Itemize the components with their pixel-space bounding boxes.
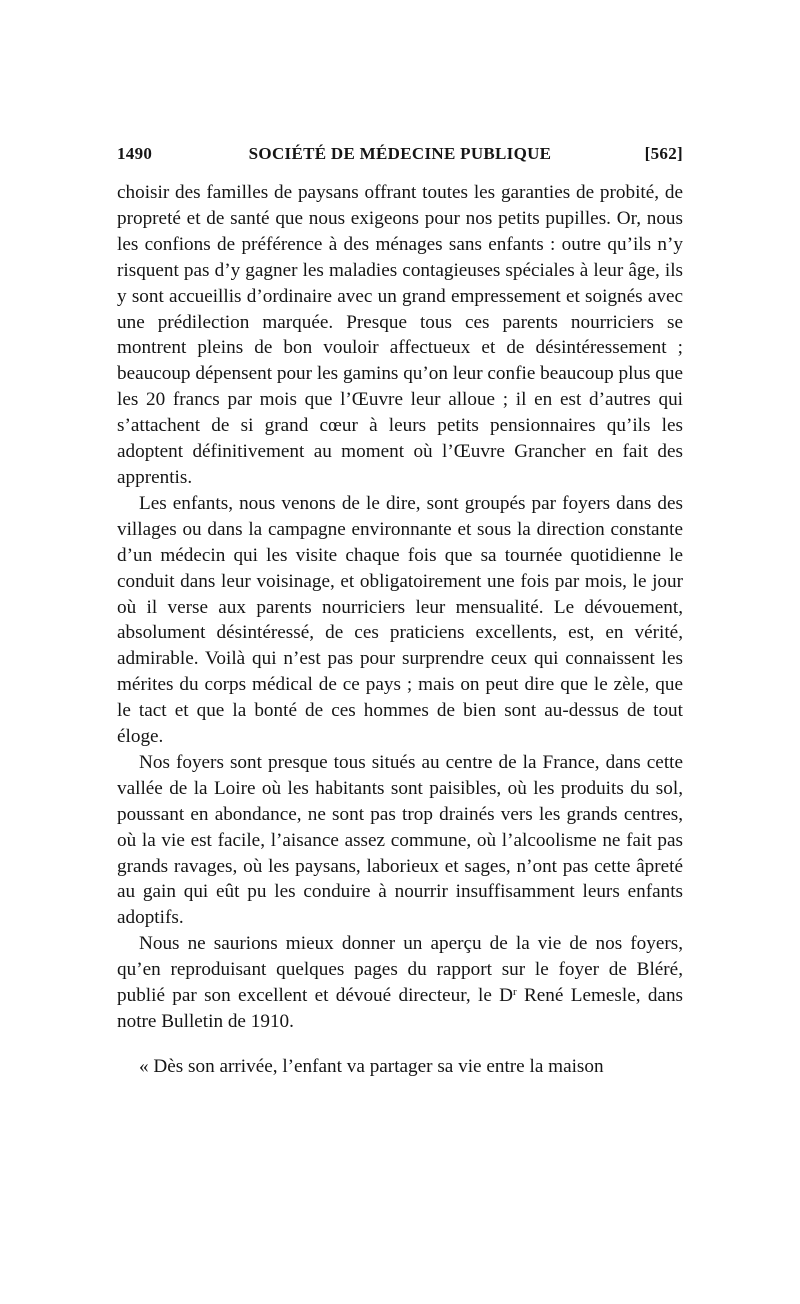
paragraph-4-text-end: René Lemesle, dans notre Bulletin de 1910.	[117, 985, 684, 1032]
body-text	[117, 180, 683, 1080]
bracket-page-number: [562]	[644, 144, 683, 163]
doctor-abbrev-superscript: r	[513, 986, 517, 999]
running-title: SOCIÉTÉ DE MÉDECINE PUBLIQUE	[248, 144, 552, 163]
quote-paragraph: « Dès son arrivée, l’enfant va partager sa vie entre la maison	[139, 1055, 604, 1077]
paragraph-4	[117, 931, 683, 1035]
paragraph-2: Les enfants, nous venons de le dire, sont groupés par foyers dans des villages ou dans la campagne environnante et sous la direction constante d’un médecin qui les visite chaque fois que sa tournée quotidienne le conduit dans leur voisinage, et obligatoirement une fois par mois, le jour où il verse aux parents nourriciers leur mensualité. Le dévouement, absolument désintéressé, de ces praticiens excellents, est, en vérité, admirable. Voilà qui n’est pas pour surprendre ceux qui connaissent les mérites du corps médical de ce pays ; mais on peut dire que le zèle, que le tact et que la bonté de ces hommes de bien sont au-dessus de tout éloge.	[117, 492, 683, 748]
paragraph-3: Nos foyers sont presque tous situés au centre de la France, dans cette vallée de la Loire où les habitants sont paisibles, où les produits du sol, poussant en abondance, ne sont pas trop drainés vers les grands centres, où la vie est facile, l’aisance assez commune, où l’alcoolisme ne fait pas grands ravages, où les paysans, laborieux et sages, n’ont pas cette âpreté au gain qui eût pu les conduire à nourrir insuffisamment leurs enfants adoptifs.	[117, 751, 683, 929]
page-number: 1490	[117, 144, 153, 163]
paragraph-4-text: Nous ne saurions mieux donner un aperçu de la vie de nos foyers, qu’en reproduisant quelques pages du rapport sur le foyer de Bléré, publié par son excellent et dévoué directeur, le D	[117, 933, 683, 1007]
paragraph-1: choisir des familles de paysans offrant toutes les garanties de probité, de propreté et de santé que nous exigeons pour nos petits pupilles. Or, nous les confions de préférence à des ménages sans enfants : outre qu’ils n’y risquent pas d’y gagner les maladies contagieuses spéciales à leur âge, ils y sont accueillis d’ordinaire avec un grand empressement et soignés avec une prédilection marquée. Presque tous ces parents nourriciers se montrent pleins de bon vouloir affectueux et de désintéressement ; beaucoup dépensent pour les gamins qu’on leur confie beaucoup plus que les 20 francs par mois que l’Œuvre leur alloue ; il en est d’autres qui s’attachent de si grand cœur à leurs petits pensionnaires qu’ils les adoptent définitivement au moment où l’Œuvre Grancher en fait des apprentis.	[117, 182, 683, 488]
running-header	[117, 144, 683, 170]
